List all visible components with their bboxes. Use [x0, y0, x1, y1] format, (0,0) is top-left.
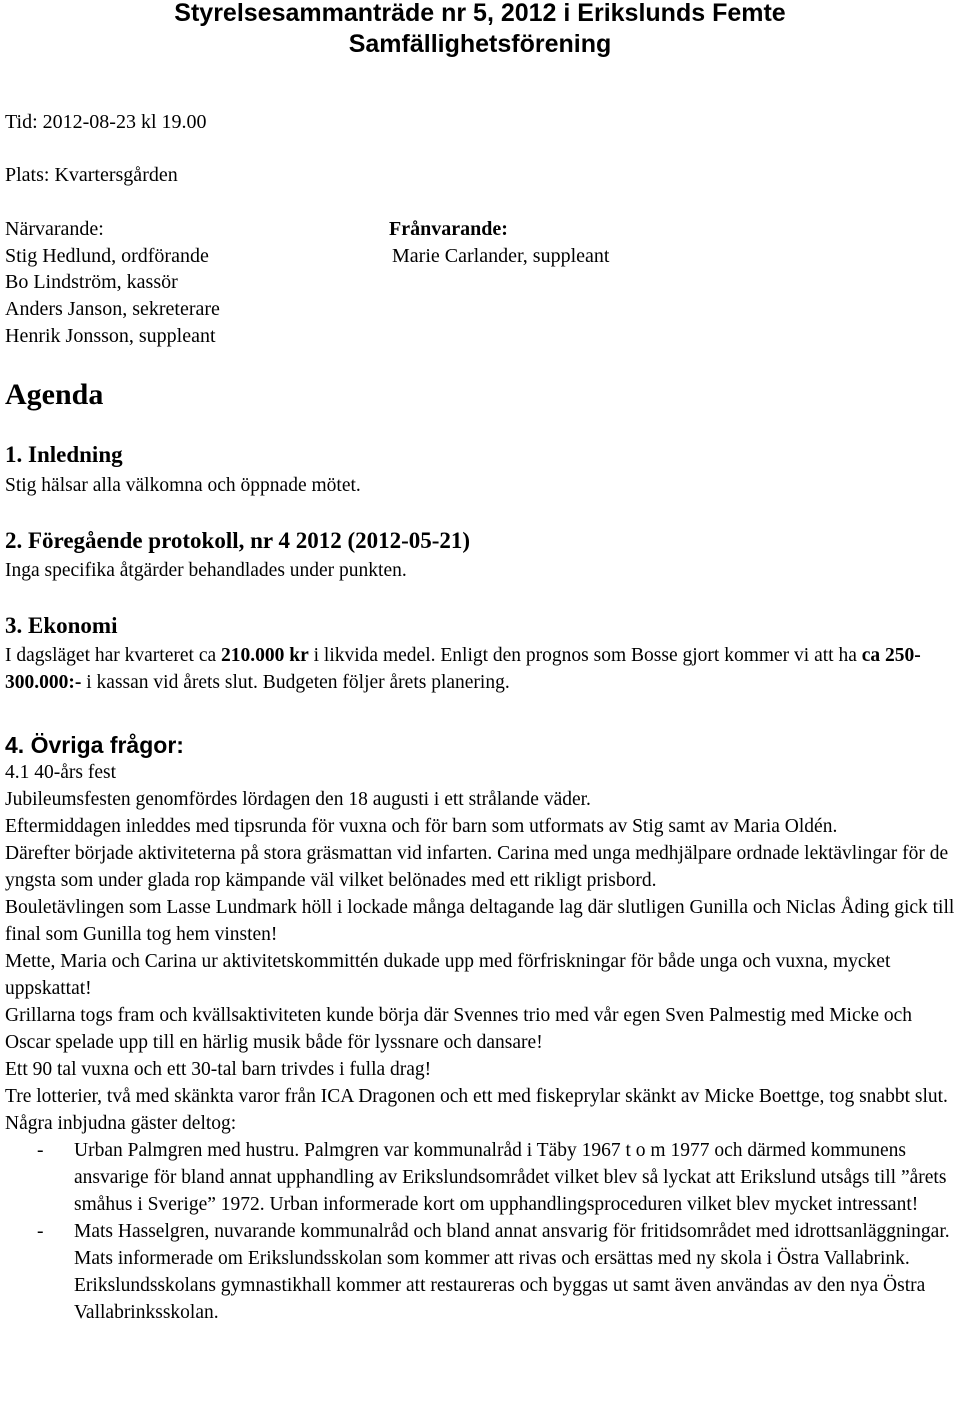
section-1-heading: 1. Inledning	[5, 442, 123, 467]
present-member: Bo Lindström, kassör	[5, 271, 178, 293]
paragraph: Ett 90 tal vuxna och ett 30-tal barn trivdes i fulla drag!	[5, 1059, 432, 1080]
paragraph: Jubileumsfesten genomfördes lördagen den 18 augusti i ett strålande väder.	[5, 789, 591, 810]
section-3-text-part: i likvida medel. Enligt den prognos som Bosse gjort kommer vi att ha	[308, 645, 862, 666]
section-3-text-part: i kassan vid årets slut. Budgeten följer årets planering.	[81, 672, 510, 693]
section-2-text: Inga specifika åtgärder behandlades under punkten.	[5, 560, 407, 581]
absent-member: Marie Carlander, suppleant	[392, 245, 610, 267]
paragraph: Tre lotterier, två med skänkta varor från ICA Dragonen och ett med fiskeprylar skänkt av Micke Boettge, tog snabbt slut.	[5, 1086, 948, 1107]
guest-list-item	[5, 1218, 957, 1326]
present-member: Stig Hedlund, ordförande	[5, 245, 209, 267]
guest-text: Mats Hasselgren, nuvarande kommunalråd och bland annat ansvarig för fritidsområdet med idrottsanläggningar. Mats informerade om Erikslundsskolan som kommer att rivas och ersättas med ny skola i Östra Vallabrink. Erikslundsskolans gymnastikhall kommer att restaureras och byggas ut samt även användas av den nya Östra Vallabrinksskolan.	[74, 1221, 950, 1323]
section-4-heading: 4. Övriga frågor:	[5, 732, 184, 758]
section-3-heading: 3. Ekonomi	[5, 613, 118, 638]
absent-heading: Frånvarande:	[389, 218, 508, 240]
paragraph: Därefter började aktiviteterna på stora gräsmattan vid infarten. Carina med unga medhjälpare ordnade lektävlingar för de yngsta som under glada rop kämpande väl vilket belönades med ett rikligt prisbord.	[5, 843, 949, 891]
meeting-place: Plats: Kvartersgården	[5, 164, 178, 186]
paragraph: Bouletävlingen som Lasse Lundmark höll i lockade många deltagande lag där slutligen Gunilla och Niclas Åding gick till final som Gunilla tog hem vinsten!	[5, 897, 955, 945]
section-1-text: Stig hälsar alla välkomna och öppnade mötet.	[5, 475, 361, 496]
agenda-heading: Agenda	[5, 378, 104, 411]
paragraph: 4.1 40-års fest	[5, 762, 117, 783]
present-heading: Närvarande:	[5, 218, 104, 240]
list-dash: -	[37, 1140, 44, 1161]
title-line-1: Styrelsesammanträde nr 5, 2012 i Erikslunds Femte	[174, 0, 786, 27]
paragraph: Mette, Maria och Carina ur aktivitetskommittén dukade upp med förfriskningar för både unga och vuxna, mycket uppskattat!	[5, 951, 891, 999]
section-3-text-part: I dagsläget har kvarteret ca	[5, 645, 222, 666]
present-member: Henrik Jonsson, suppleant	[5, 325, 216, 347]
title-line-2: Samfällighetsförening	[348, 30, 612, 58]
section-4-body	[5, 759, 957, 1326]
list-dash: -	[37, 1221, 44, 1242]
present-member: Anders Janson, sekreterare	[5, 298, 220, 320]
guest-text: Urban Palmgren med hustru. Palmgren var kommunalråd i Täby 1967 t o m 1977 och därmed kommunens ansvarige för bland annat upphandling av Erikslundsområdet vilket blev så lyckat att Erikslund utsågs till ”årets småhus i Sverige” 1972. Urban informerade kort om upphandlingsproceduren vilket blev mycket intressant!	[74, 1140, 947, 1215]
section-2-heading: 2. Föregående protokoll, nr 4 2012 (2012-05-21)	[5, 528, 471, 553]
paragraph: Grillarna togs fram och kvällsaktiviteten kunde börja där Svennes trio med vår egen Sven Palmestig med Micke och Oscar spelade upp till en härlig musik både för lyssnare och dansare!	[5, 1005, 913, 1053]
document-title	[0, 0, 960, 60]
forecast-amount: ca 250-300.000:-	[5, 645, 921, 693]
meeting-time: Tid: 2012-08-23 kl 19.00	[5, 111, 207, 133]
guest-list-item	[5, 1137, 957, 1218]
paragraph: Några inbjudna gäster deltog:	[5, 1113, 237, 1134]
liquid-funds-amount: 210.000 kr	[221, 645, 309, 666]
paragraph: Eftermiddagen inleddes med tipsrunda för vuxna och för barn som utformats av Stig samt av Maria Oldén.	[5, 816, 838, 837]
section-3-text	[5, 642, 957, 696]
